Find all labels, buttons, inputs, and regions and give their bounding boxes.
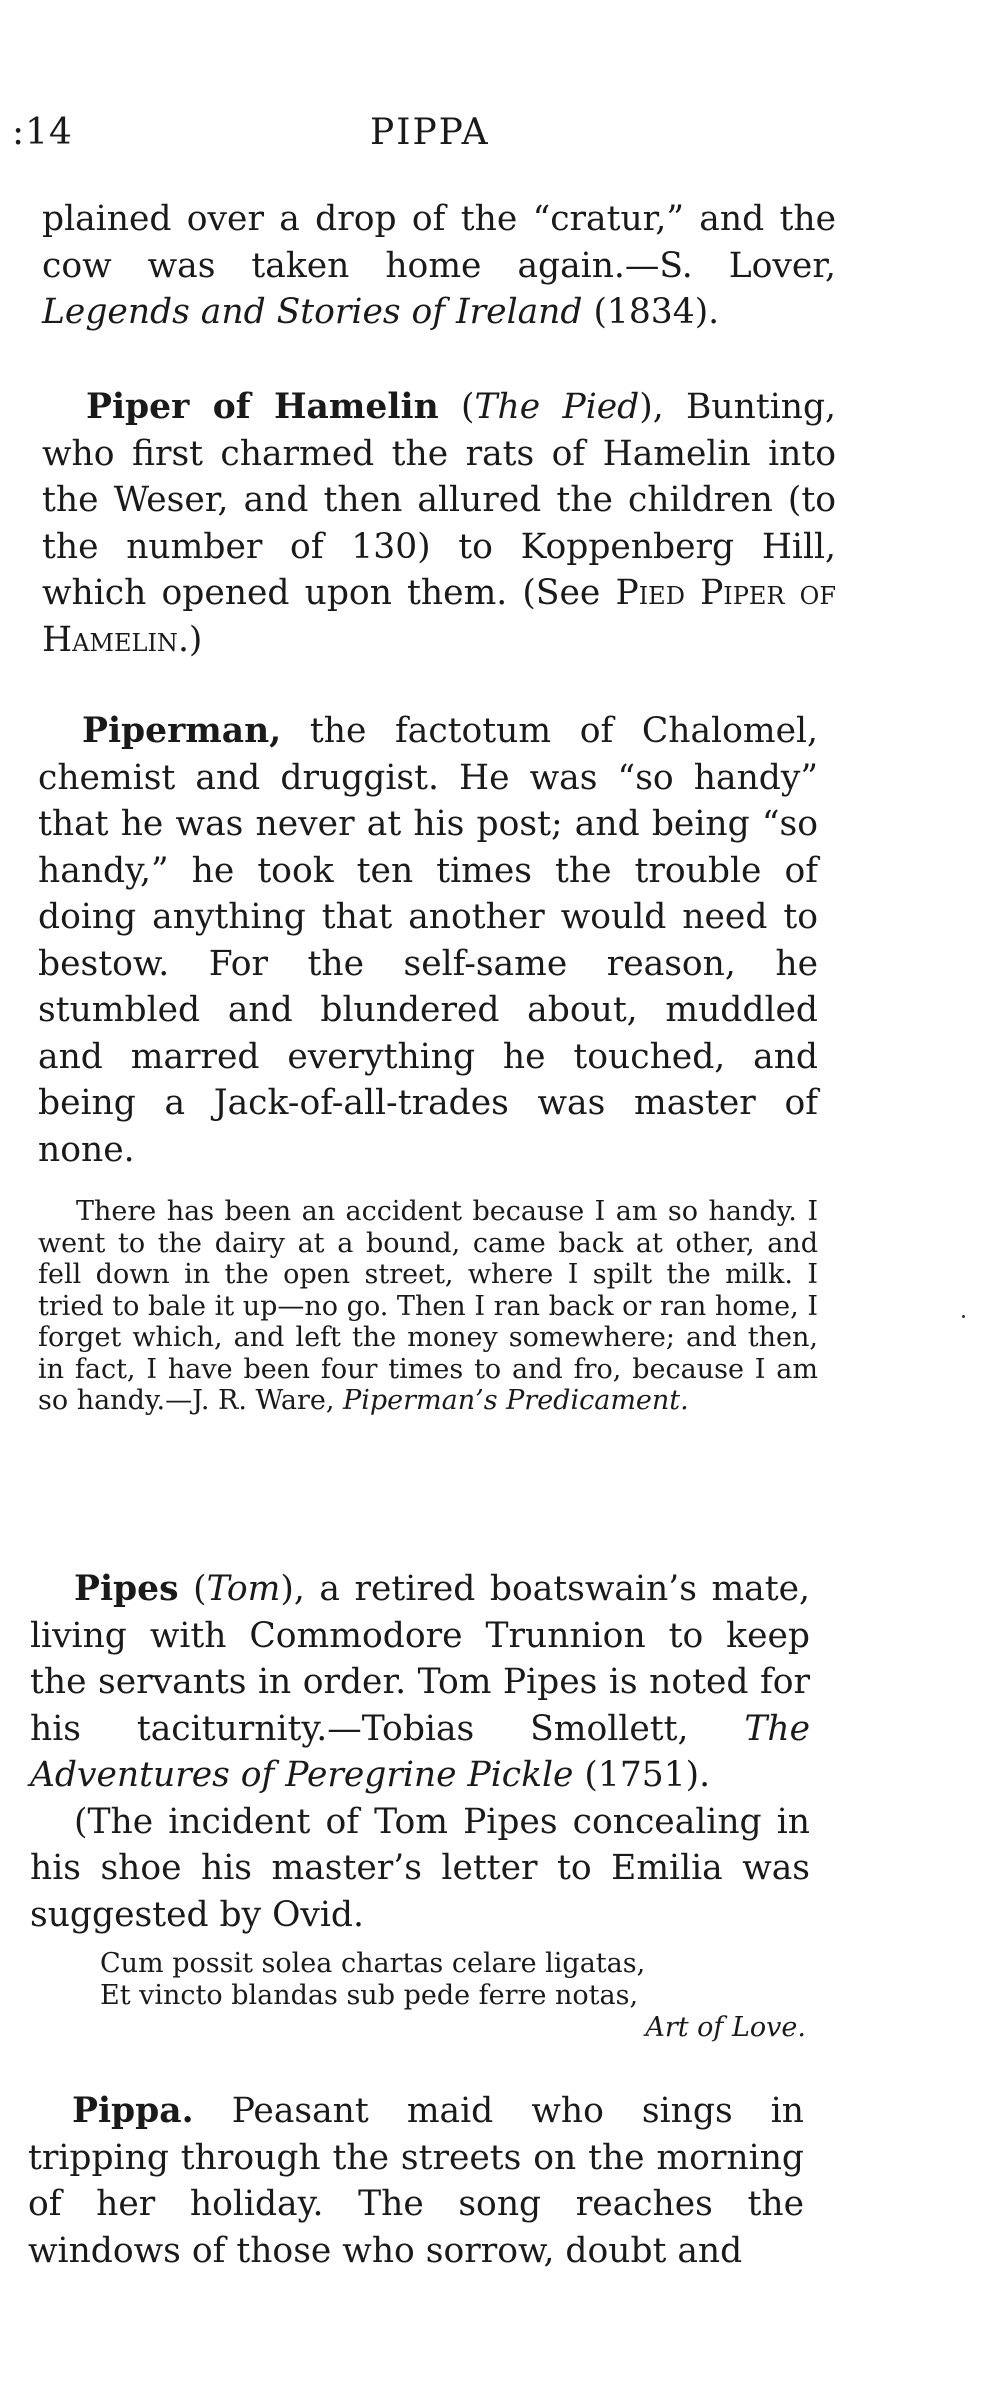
entry-headword: Piper of Hamelin [86,387,439,427]
running-title: PIPPA [370,112,490,153]
entry-text: ), a retired boatswain’s mate, living with Commodore Trunnion to keep the servants in order. Tom Pipes is noted for his taciturnity.—Tobias Smollett, [30,1569,810,1749]
page-number: :14 [12,112,73,153]
entry-text: plained over a drop of the “cratur,” and the cow was taken home again.—S. Lover, [42,199,836,286]
verse-line: Cum possit solea chartas celare ligatas, [100,1948,646,1979]
verse-source: Art of Love. [645,2012,806,2043]
entry-text: .) [177,619,203,660]
page-header [0,112,1000,162]
entry-text: ), Bunting, who first charmed the rats of Hamelin into the Weser, and then allured the children (to the number of 130) to Koppenberg Hill, which opened upon them. (See [42,387,836,613]
entry-note: (The incident of Tom Pipes concealing in his shoe his master’s letter to Emilia was suggested by Ovid. [30,1801,810,1935]
entry-headword: Pipes [74,1569,179,1609]
entry-continuation [42,196,836,336]
source-title: Legends and Stories of Ireland [42,292,583,332]
entry-headword: Pippa. [72,2091,194,2131]
entry-text: Peasant maid who sings in tripping through the streets on the morning of her holiday. The song reaches the windows of those who sorrow, doubt and [28,2091,804,2271]
quote-text: There has been an accident because I am so handy. I went to the dairy at a bound, came back at other, and fell down in the open street, where I spilt the milk. I tried to bale it up—no go. Then I ran back or ran home, I forget which, and left the money somewhere; and then, in fact, I have been four times to and fro, because I am so handy.—J. R. Ware, [38,1196,818,1416]
entry-piperman [38,708,818,1173]
entry-text: ( [178,1569,207,1609]
entry-text: (1751). [573,1755,711,1795]
verse-quotation [100,1948,806,2044]
entry-text: (1834). [582,292,720,332]
entry-headword: Piperman, [82,711,282,751]
entry-pipes [30,1566,810,1938]
entry-pippa [28,2088,804,2274]
entry-piper-of-hamelin [42,384,836,663]
speck [962,1315,965,1318]
verse-line: Et vincto blandas sub pede ferre notas, [100,1980,639,2011]
quote-source: Piperman’s Predicament. [343,1385,689,1416]
cross-reference: Pied Piper of Hamelin [42,573,836,660]
entry-text: ( [438,387,475,427]
alt-title: Tom [206,1569,281,1609]
source-title: The Adventures of Peregrine Pickle [30,1708,810,1795]
entry-text: the factotum of Chalomel, chemist and druggist. He was “so handy” that he was never at his post; and being “so handy,” he took ten times the trouble of doing anything that another would need to bestow. For the self-same reason, he stumbled and blundered about, muddled and marred everything he touched, and being a Jack-of-all-trades was master of none. [38,711,818,1170]
alt-title: The Pied [474,387,640,427]
entry-quotation [38,1196,818,1417]
